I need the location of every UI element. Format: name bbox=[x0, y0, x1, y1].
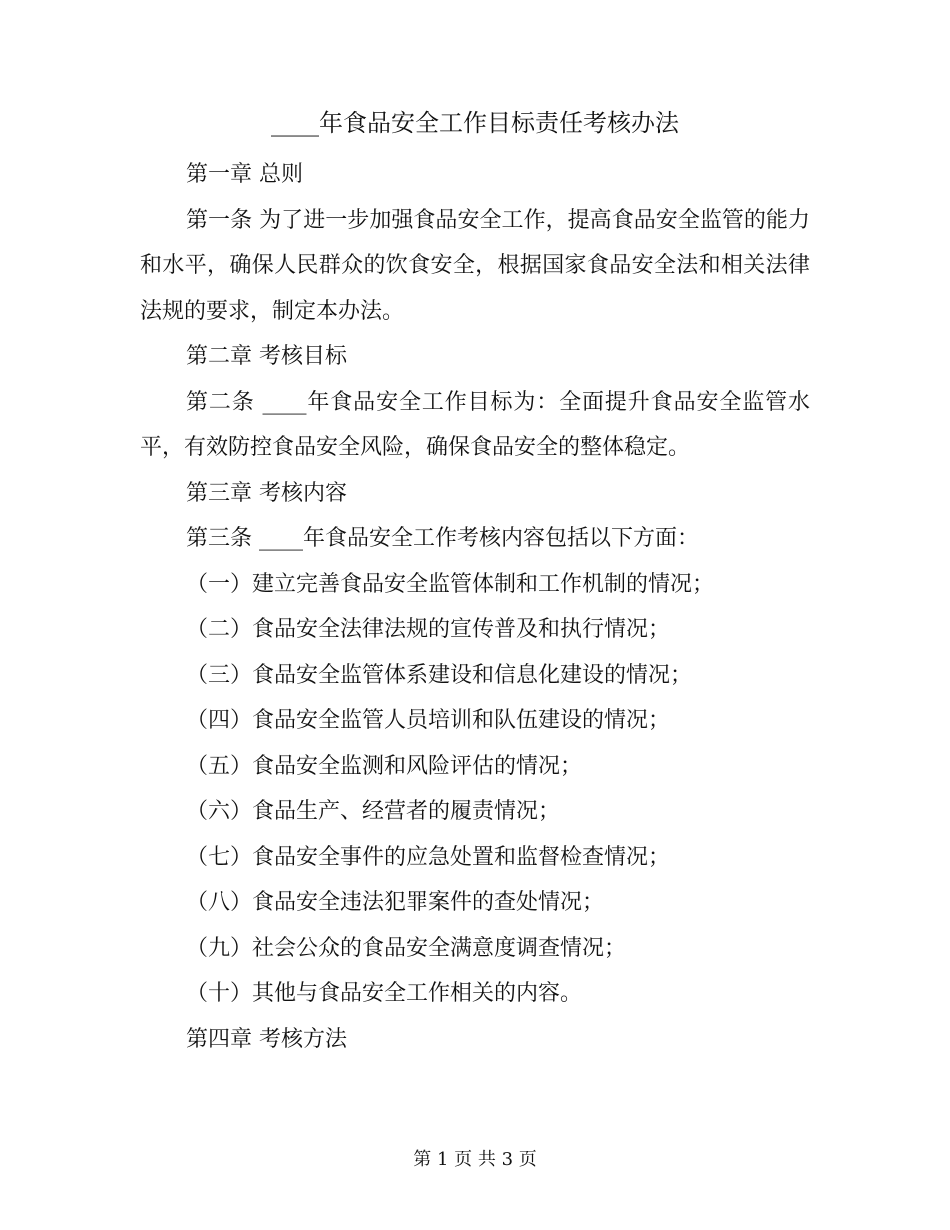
article-1: 第一条 为了进一步加强食品安全工作，提高食品安全监管的能力和水平，确保人民群众的饮食安全，根据国家食品安全法和相关法律法规的要求，制定本办法。 bbox=[140, 207, 810, 324]
list-item: （一）建立完善食品安全监管体制和工作机制的情况； bbox=[186, 571, 715, 597]
article-3: 第三条 ____年食品安全工作考核内容包括以下方面： bbox=[186, 526, 699, 551]
article-2: 第二条 ____年食品安全工作目标为：全面提升食品安全监管水平，有效防控食品安全风险，确保食品安全的整体稳定。 bbox=[140, 389, 810, 460]
page-number-footer: 第 1 页 共 3 页 bbox=[413, 1149, 537, 1170]
list-item: （四）食品安全监管人员培训和队伍建设的情况； bbox=[186, 708, 671, 733]
list-item: （七）食品安全事件的应急处置和监督检查情况； bbox=[186, 844, 671, 870]
list-item: （三）食品安全监管体系建设和信息化建设的情况； bbox=[186, 662, 693, 688]
article-3-item-list bbox=[140, 562, 810, 1017]
list-item: （九）社会公众的食品安全满意度调查情况； bbox=[186, 935, 627, 961]
chapter-heading-4: 第四章 考核方法 bbox=[186, 1026, 347, 1052]
document-body bbox=[140, 152, 810, 1062]
list-item: （二）食品安全法律法规的宣传普及和执行情况； bbox=[186, 617, 671, 642]
chapter-heading-2: 第二章 考核目标 bbox=[186, 344, 347, 369]
list-item: （六）食品生产、经营者的履责情况； bbox=[186, 799, 561, 824]
document-title: ____年食品安全工作目标责任考核办法 bbox=[271, 109, 679, 137]
list-item: （五）食品安全监测和风险评估的情况； bbox=[186, 753, 583, 779]
chapter-heading-3: 第三章 考核内容 bbox=[186, 480, 347, 506]
list-item: （十）其他与食品安全工作相关的内容。 bbox=[186, 981, 583, 1006]
chapter-heading-1: 第一章 总则 bbox=[186, 162, 303, 187]
list-item: （八）食品安全违法犯罪案件的查处情况； bbox=[186, 890, 605, 915]
